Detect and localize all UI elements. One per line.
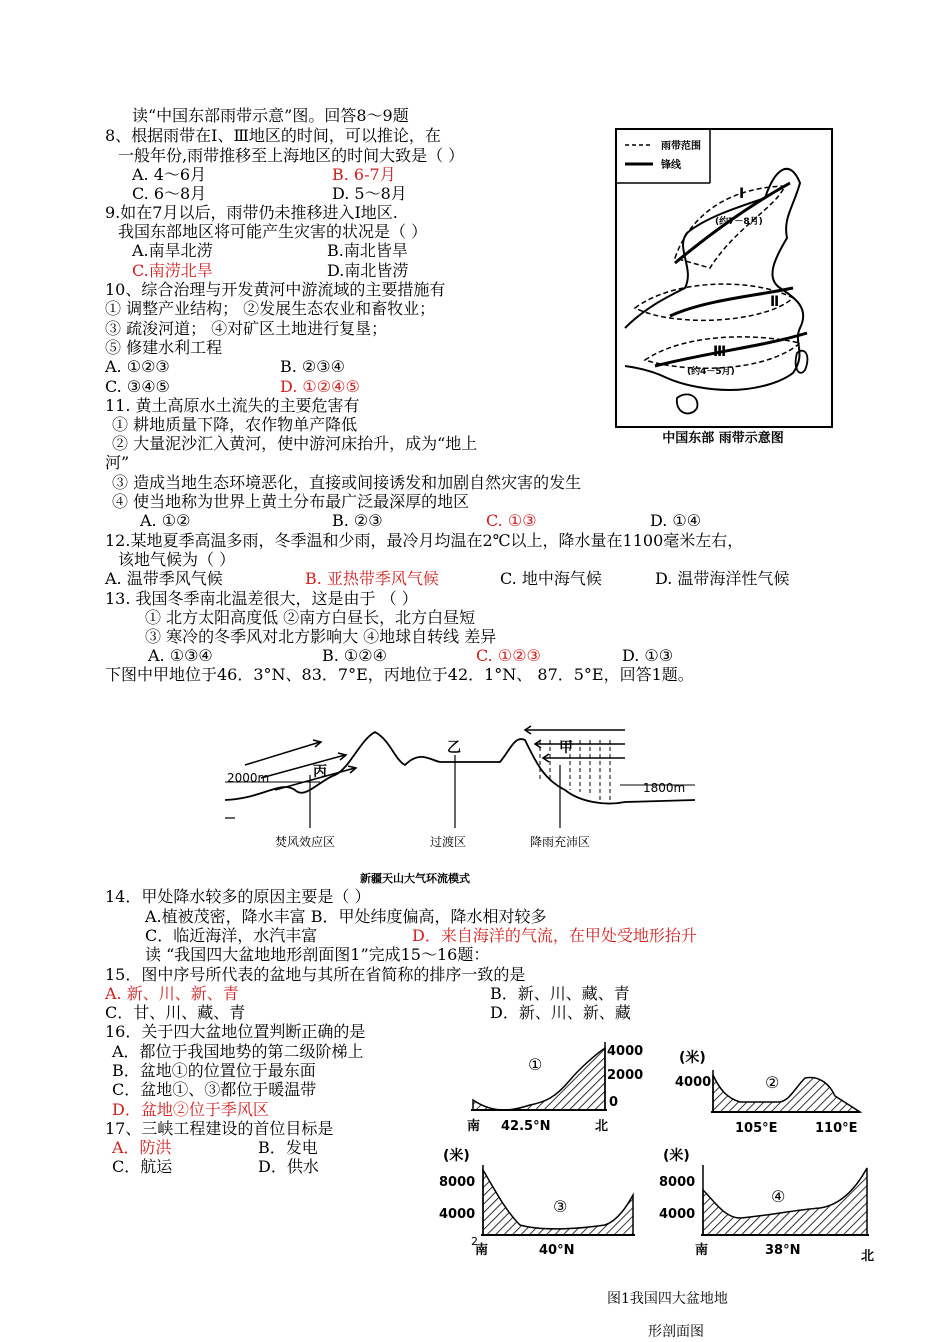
region-3-time: (约4－5月) — [687, 367, 735, 377]
text-line-l27: ④ 使当地称为世界上黄土分布最广泛最深厚的地区 — [112, 492, 470, 511]
zone-mid: 过渡区 — [430, 835, 467, 849]
p4-left: 南 — [695, 1243, 709, 1258]
label-bing: 丙 — [313, 764, 327, 780]
text-line-l61: 17、三峡工程建设的首位目标是 — [105, 1119, 334, 1138]
p1-num-4000: 4000 — [607, 1044, 644, 1059]
p4-tick-8000: 8000 — [659, 1175, 696, 1190]
text-line-l45: 下图中甲地位于46．3°N、83．7°E，丙地位于42．1°N、 87．5°E，回答1题。 — [105, 665, 694, 684]
text-line-l18: A. ①②③ — [105, 357, 170, 376]
text-line-l29: B. ②③ — [332, 511, 383, 530]
p3-unit: (米) — [443, 1148, 470, 1164]
p3-num: ③ — [553, 1197, 568, 1216]
text-line-l10: A.南旱北涝 — [132, 241, 213, 260]
text-line-l54: C．甘、川、藏、青 — [105, 1003, 246, 1022]
region-1-label: Ⅰ — [739, 186, 745, 202]
text-line-l48: C．临近海洋，水汽丰富 — [145, 926, 318, 945]
p1-num: ① — [528, 1055, 543, 1074]
text-line-l33: 该地气候为（ ） — [118, 550, 236, 569]
text-line-l60: D．盆地②位于季风区 — [112, 1100, 269, 1119]
p1-num-0: 0 — [609, 1095, 619, 1110]
text-line-l42: B. ①②④ — [322, 646, 387, 665]
text-line-l13: D.南北皆涝 — [327, 261, 409, 280]
text-line-l64: C．航运 — [112, 1157, 173, 1176]
p1-mid: 42.5°N — [501, 1119, 551, 1134]
text-line-l37: D. 温带海洋性气候 — [655, 569, 790, 588]
p2-unit: (米) — [679, 1050, 706, 1066]
text-line-l41: A. ①③④ — [148, 646, 213, 665]
tianshan-caption: 新疆天山大气环流模式 — [360, 872, 470, 885]
text-line-l30: C. ①③ — [486, 511, 537, 530]
region-1-time: (约7－8月) — [715, 217, 763, 227]
p4-unit: (米) — [663, 1148, 690, 1164]
profile-2 — [713, 1075, 860, 1112]
map-caption: 中国东部 雨带示意图 — [662, 431, 784, 446]
text-line-l56: 16．关于四大盆地位置判断正确的是 — [105, 1022, 366, 1041]
text-line-l53: B．新、川、藏、青 — [490, 984, 630, 1003]
basin-caption-1: 图1我国四大盆地地 — [607, 1291, 728, 1307]
text-line-l35: B. 亚热带季风气候 — [305, 569, 439, 588]
text-line-l09: 我国东部地区将可能产生灾害的状况是（ ） — [118, 222, 428, 241]
text-line-l05: B. 6-7月 — [332, 165, 396, 184]
text-line-l01: 读“中国东部雨带示意”图。回答8～9题 — [132, 106, 409, 125]
p2-tick: 4000 — [675, 1075, 712, 1090]
text-line-l23: ① 耕地质量下降，农作物单产降低 — [112, 415, 358, 434]
text-line-l47: A.植被茂密，降水丰富 B．甲处纬度偏高，降水相对较多 — [145, 907, 547, 926]
text-line-l15: ① 调整产业结构； ②发展生态农业和畜牧业； — [105, 299, 436, 318]
p3-left: 南 — [475, 1243, 489, 1258]
text-line-l11: B.南北皆旱 — [327, 241, 408, 260]
text-line-l07: D. 5～8月 — [332, 184, 407, 203]
rain-belt-map — [615, 128, 833, 450]
text-line-l12: C.南涝北旱 — [132, 261, 213, 280]
page-number: 2 — [471, 1235, 478, 1248]
text-line-l62: A．防洪 — [112, 1138, 172, 1157]
text-line-l26: ③ 造成当地生态环境恶化，直接或间接诱发和加剧自然灾害的发生 — [112, 473, 582, 492]
text-line-l22: 11. 黄土高原水土流失的主要危害有 — [105, 396, 360, 415]
text-line-l44: D. ①③ — [622, 646, 674, 665]
legend-front: 锋线 — [661, 160, 681, 171]
p2-left: 105°E — [735, 1121, 778, 1136]
p4-num: ④ — [771, 1187, 786, 1206]
text-line-l14: 10、综合治理与开发黄河中游流域的主要措施有 — [105, 280, 446, 299]
legend-rainbelt: 雨带范围 — [661, 141, 701, 152]
region-3-label: Ⅲ — [713, 344, 727, 360]
text-line-l49: D．来自海洋的气流，在甲处受地形抬升 — [412, 926, 697, 945]
text-line-l57: A．都位于我国地势的第二级阶梯上 — [112, 1042, 364, 1061]
text-line-l52: A. 新、川、新、青 — [105, 984, 239, 1003]
p3-mid: 40°N — [539, 1243, 575, 1258]
text-line-l19: B. ②③④ — [280, 357, 345, 376]
text-line-l04: A. 4～6月 — [132, 165, 207, 184]
text-line-l16: ③ 疏浚河道； ④对矿区土地进行复垦； — [105, 319, 388, 338]
text-line-l40: ③ 寒冷的冬季风对北方影响大 ④地球自转线 差异 — [145, 627, 497, 646]
text-line-l38: 13. 我国冬季南北温差很大，这是由于 （ ） — [105, 589, 418, 608]
alt-left: 2000m — [227, 771, 270, 785]
p4-mid: 38°N — [765, 1243, 801, 1258]
text-line-l58: B．盆地①的位置位于最东面 — [112, 1061, 316, 1080]
text-line-l59: C．盆地①、③都位于暖温带 — [112, 1080, 317, 1099]
region-2-label: Ⅱ — [770, 294, 780, 310]
p2-num: ② — [765, 1073, 780, 1092]
alt-right: 1800m — [643, 781, 686, 795]
text-line-l51: 15．图中序号所代表的盆地与其所在省简称的排序一致的是 — [105, 965, 526, 984]
p2-right: 110°E — [815, 1121, 858, 1136]
label-jia: 甲 — [559, 740, 573, 756]
text-line-l43: C. ①②③ — [476, 646, 541, 665]
text-line-l28: A. ①② — [140, 511, 191, 530]
text-line-l31: D. ①④ — [650, 511, 702, 530]
p3-tick-4000: 4000 — [439, 1207, 476, 1222]
text-line-l20: C. ③④⑤ — [105, 377, 170, 396]
text-line-l50: 读 “我国四大盆地地形剖面图1”完成15～16题： — [145, 945, 490, 964]
p1-left: 南 — [467, 1119, 481, 1134]
tianshan-profile — [225, 720, 705, 888]
text-line-l17: ⑤ 修建水利工程 — [105, 338, 223, 357]
p1-right: 北 — [595, 1119, 609, 1134]
text-line-l08: 9.如在7月以后，雨带仍未推移进入Ⅰ地区. — [105, 203, 398, 222]
text-line-l46: 14．甲处降水较多的原因主要是（ ） — [105, 887, 371, 906]
text-line-l32: 12.某地夏季高温多雨，冬季温和少雨，最冷月均温在2℃以上，降水量在1100毫米左右， — [105, 531, 744, 550]
text-line-l21: D. ①②④⑤ — [280, 377, 360, 396]
text-line-l06: C. 6～8月 — [132, 184, 207, 203]
text-line-l24: ② 大量泥沙汇入黄河，使中游河床抬升，成为“地上 — [112, 434, 478, 453]
zone-left: 焚风效应区 — [275, 835, 336, 849]
label-yi: 乙 — [447, 740, 461, 756]
text-line-l34: A. 温带季风气候 — [105, 569, 223, 588]
basin-profiles — [435, 1040, 905, 1280]
p3-tick-8000: 8000 — [439, 1175, 476, 1190]
text-line-l36: C. 地中海气候 — [500, 569, 602, 588]
p4-tick-4000: 4000 — [659, 1207, 696, 1222]
zone-right: 降雨充沛区 — [530, 835, 591, 849]
text-line-l65: D．供水 — [258, 1157, 319, 1176]
text-line-l63: B．发电 — [258, 1138, 318, 1157]
text-line-l25: 河” — [105, 453, 130, 472]
text-line-l03: 一般年份,雨带推移至上海地区的时间大致是（ ） — [118, 146, 465, 165]
basin-caption-2: 形剖面图 — [648, 1324, 704, 1340]
p4-right: 北 — [861, 1249, 875, 1264]
text-line-l02: 8、根据雨带在Ⅰ、Ⅲ地区的时间，可以推论，在 — [105, 126, 441, 145]
text-line-l55: D．新、川、新、藏 — [490, 1003, 631, 1022]
p1-num-2000: 2000 — [607, 1068, 644, 1083]
text-line-l39: ① 北方太阳高度低 ②南方白昼长，北方白昼短 — [145, 608, 476, 627]
